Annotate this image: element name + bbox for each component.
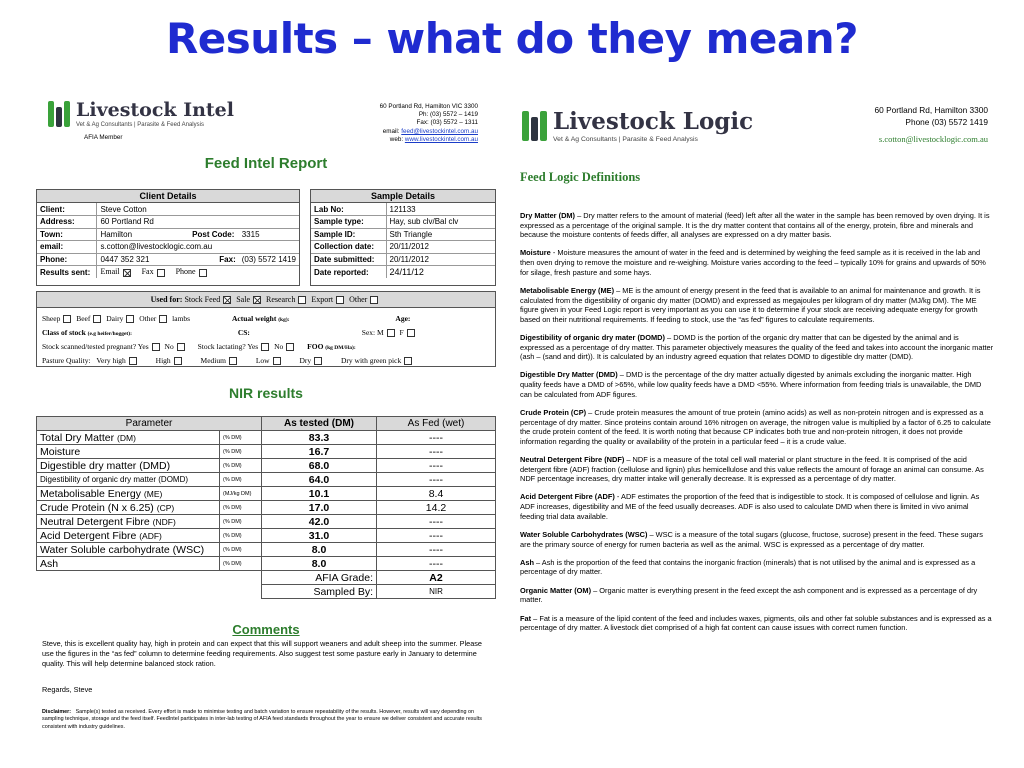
town-label: Town: (37, 228, 97, 241)
as-tested-value: 68.0 (262, 459, 377, 473)
as-tested-value: 64.0 (262, 473, 377, 487)
definition-text: WSC is a measure of the total sugars (glucose, fructose, sucrose) present in the feed. These sugars are the primary source of energy for rumen bacteria as well as the animal. WSC is expressed as a percentage of dry matter. (520, 529, 983, 549)
parameter-name: Neutral Detergent Fibre (40, 515, 150, 528)
definition-item (520, 211, 994, 240)
as-fed-value: ---- (377, 431, 496, 445)
parameter-abbr: (DM) (117, 432, 136, 443)
sample-type-label: Sample type: (311, 216, 386, 229)
date-submitted-value: 20/11/2012 (386, 253, 495, 266)
very-high-checkbox[interactable] (129, 357, 137, 365)
definition-text: ME is the amount of energy present in the feed that is available to an animal for maintenance and growth. It is calculated from the digestibility of organic dry matter (DOMD) and expressed as megajoules per kilogram of dry matter (MJ/kg DM). The ME figure given in your Feed Logic report is very important as you can use it to determine if your stock are receiving adequate energy for growth based on their nutritional requirements. If feeding to stock, use the “as fed” figures to calculate requirements. (520, 285, 981, 324)
email-label: email: (382, 127, 400, 135)
definition-text: Ash is the proportion of the feed that contains the inorganic fraction (minerals) that is not utilised by the animal and is expressed as a percentage of dry matter. (520, 557, 976, 577)
as-tested-value: 83.3 (262, 431, 377, 445)
definition-separator: – (664, 333, 674, 342)
definition-item (520, 370, 994, 399)
as-fed-value: ---- (377, 459, 496, 473)
table-row (37, 431, 496, 445)
nir-results-title: NIR results (229, 385, 303, 401)
logo-name: Livestock Intel (76, 99, 234, 121)
table-row (311, 228, 495, 241)
sample-type-value: Hay, sub clv/Bal clv (386, 216, 495, 229)
unit: (% DM) (220, 529, 262, 543)
parameter-abbr: (NDF) (152, 516, 176, 527)
table-row (37, 529, 496, 543)
pasture-label: Pasture Quality: (42, 356, 91, 365)
table-row (37, 203, 299, 216)
definition-text: Fat is a measure of the lipid content of the feed and includes waxes, pigments, oils and other fat soluble substances and is expressed as a percentage of dry matter. A livestock diet comprised of a high fat content can cause issues with correct rumen function. (520, 613, 992, 633)
option-sale: Sale (236, 295, 250, 304)
lactating-yes-label: Yes (247, 342, 259, 351)
definition-item (520, 248, 994, 277)
pregnant-yes-checkbox[interactable] (152, 343, 160, 351)
pregnant-no-label: No (164, 342, 174, 351)
low-checkbox[interactable] (273, 357, 281, 365)
sheep-checkbox[interactable] (63, 315, 71, 323)
date-submitted-label: Date submitted: (311, 253, 386, 266)
client-label: Client: (37, 203, 97, 216)
option-other: Other (349, 295, 368, 304)
column-header-parameter: Parameter (37, 417, 262, 431)
as-fed-value: ---- (377, 473, 496, 487)
definition-separator: – (531, 613, 540, 623)
definition-term: Digestible Dry Matter (DMD) (520, 370, 618, 380)
foo-unit: (kg DM/Ha): (325, 345, 356, 351)
phone-label: Phone: (37, 253, 97, 266)
definitions-title: Feed Logic Definitions (520, 170, 641, 184)
unit: (% DM) (220, 515, 262, 529)
definition-term: Moisture (520, 248, 551, 258)
definition-text: DOMD is the portion of the organic dry matter that can be digested by the animal and is expressed as a percentage of dry matter. This parameter objectively measures the quality of the feed and takes into account the inorganic matter (ash – (sand and dirt)). It is calculated by an industry agreed equation that relates DOMD to digestible dry matter (DMD). (520, 333, 994, 362)
email-link[interactable]: feed@livestockintel.com.au (401, 127, 478, 135)
sample-id-value: Sth Triangle (386, 228, 495, 241)
export-checkbox[interactable] (336, 296, 344, 304)
parameter-name: Water Soluble carbohydrate (WSC) (40, 543, 205, 556)
class-label: Class of stock (42, 328, 86, 337)
definition-term: Ash (520, 557, 534, 567)
definition-item (520, 455, 994, 484)
used-for-box (36, 291, 496, 367)
definition-item (520, 492, 994, 521)
comments-section (42, 639, 492, 695)
definition-item (520, 558, 994, 577)
as-tested-value: 31.0 (262, 529, 377, 543)
definition-term: Dry Matter (DM) (520, 211, 576, 220)
phone-checkbox[interactable] (199, 269, 207, 277)
table-row (37, 241, 299, 254)
web-link[interactable]: www.livestockintel.com.au (404, 135, 478, 143)
as-tested-value: 16.7 (262, 445, 377, 459)
fax-checkbox[interactable] (157, 269, 165, 277)
as-fed-value: ---- (377, 445, 496, 459)
used-for-header (37, 292, 495, 308)
slide-title: Results – what do they mean? (165, 14, 859, 63)
unit: (MJ/kg DM) (220, 487, 262, 501)
foo-label: FOO (307, 342, 324, 351)
table-row (311, 241, 495, 254)
definition-text: ADF estimates the proportion of the feed that is indigestible to stock. It is composed of cellulose and lignin. As ADF increases, digestibility and ME of the feed usually decreases. ADF is also used to calculate DMD when there is limited in vivo animal feeding trial data available. (520, 492, 980, 521)
fax-option: Fax (141, 267, 154, 277)
high-checkbox[interactable] (174, 357, 182, 365)
definition-term: Crude Protein (CP) (520, 407, 587, 417)
pregnancy-line (42, 342, 356, 351)
date-reported-label: Date reported: (311, 266, 386, 279)
client-value: Steve Cotton (97, 203, 299, 216)
collection-date-value: 20/11/2012 (386, 241, 495, 254)
client-details-header: Client Details (37, 190, 299, 203)
parameter-name: Digestibility of organic dry matter (DOMD) (40, 475, 189, 484)
table-row (37, 216, 299, 229)
beef-label: Beef (76, 314, 91, 323)
address-label: Address: (37, 216, 97, 229)
definition-term: Water Soluble Carbohydrates (WSC) (520, 529, 648, 539)
collection-date-label: Collection date: (311, 241, 386, 254)
as-fed-value: ---- (377, 529, 496, 543)
sampled-by-row (37, 585, 496, 599)
as-tested-value: 8.0 (262, 543, 377, 557)
definition-separator: - (550, 248, 558, 258)
definition-item (520, 286, 994, 324)
address-line: Phone (03) 5572 1419 (905, 117, 988, 127)
logo-tagline: Vet & Ag Consultants | Parasite & Feed Analysis (553, 136, 698, 143)
report-title: Feed Intel Report (204, 155, 328, 172)
logic-address (800, 104, 988, 145)
table-row (311, 216, 495, 229)
table-header-row (37, 417, 496, 431)
other-stock-label: Other (139, 314, 157, 323)
definition-item (520, 333, 994, 362)
date-reported-value: 24/11/12 (389, 267, 424, 277)
logo-name: Livestock Logic (553, 108, 754, 135)
column-header-as-fed: As Fed (wet) (377, 417, 496, 431)
pasture-line (42, 356, 415, 365)
definition-term: Fat (520, 613, 532, 623)
client-details-box (36, 189, 300, 286)
parameter-name: Acid Detergent Fibre (40, 529, 137, 542)
as-fed-value: ---- (377, 515, 496, 529)
dairy-checkbox[interactable] (126, 315, 134, 323)
web-label: web: (389, 135, 404, 143)
table-row (311, 253, 495, 266)
address-line: 60 Portland Rd, Hamilton VIC 3300 (379, 103, 478, 110)
table-row (37, 253, 299, 266)
sex-m-label: M (377, 328, 384, 337)
other-stock-checkbox[interactable] (159, 315, 167, 323)
lab-no-value: 121133 (386, 203, 495, 216)
address-value: 60 Portland Rd (97, 216, 299, 229)
high-label: High (155, 356, 171, 365)
results-sent-label: Results sent: (37, 266, 97, 279)
definition-term: Digestibility of organic dry mater (DOMD) (520, 333, 665, 342)
table-row (37, 228, 299, 241)
address-line: Fax: (03) 5572 – 1311 (416, 119, 478, 127)
lab-no-label: Lab No: (311, 203, 386, 216)
parameter-name: Metabolisable Energy (40, 487, 141, 500)
lactating-no-label: No (274, 342, 284, 351)
table-row (37, 543, 496, 557)
unit: (% DM) (220, 543, 262, 557)
used-for-label: Used for: (150, 295, 183, 304)
table-row (37, 487, 496, 501)
definition-item (520, 586, 994, 605)
low-label: Low (255, 356, 270, 365)
table-row (311, 203, 495, 216)
pregnant-no-checkbox[interactable] (177, 343, 185, 351)
table-row (37, 445, 496, 459)
pregnant-yes-label: Yes (137, 342, 149, 351)
definition-separator: – (614, 285, 623, 295)
table-row (37, 501, 496, 515)
definition-term: Metabolisable Energy (ME) (520, 285, 615, 295)
lambs-label: lambs (172, 314, 191, 323)
research-checkbox[interactable] (298, 296, 306, 304)
weight-unit: (kg): (278, 317, 290, 323)
definition-item (520, 408, 994, 446)
dry-label: Dry (299, 356, 312, 365)
disclaimer (42, 709, 492, 731)
comments-title: Comments (232, 622, 300, 637)
sex-f-checkbox[interactable] (407, 329, 415, 337)
sampled-by-value: NIR (377, 585, 496, 599)
sale-checkbox[interactable] (253, 296, 261, 304)
parameter-name: Digestible dry matter (DMD) (40, 459, 171, 472)
sample-details-header: Sample Details (311, 190, 495, 203)
sex-label: Sex: (361, 328, 376, 337)
as-fed-value: 8.4 (377, 487, 496, 501)
option-stock-feed: Stock Feed (184, 295, 221, 304)
very-high-label: Very high (96, 356, 126, 365)
stock-feed-checkbox[interactable] (223, 296, 231, 304)
afia-grade-value: A2 (377, 571, 496, 585)
beef-checkbox[interactable] (93, 315, 101, 323)
parameter-abbr: (ADF) (139, 530, 162, 541)
phone-option: Phone (175, 267, 196, 277)
definition-term: Organic Matter (OM) (520, 585, 592, 595)
medium-label: Medium (200, 356, 226, 365)
sex-f-label: F (399, 328, 404, 337)
parameter-name: Total Dry Matter (40, 431, 115, 444)
option-export: Export (311, 295, 334, 304)
definition-separator: – (575, 211, 584, 220)
class-line (42, 328, 418, 337)
table-row (37, 557, 496, 571)
unit: (% DM) (220, 473, 262, 487)
town-value: Hamilton (97, 228, 189, 241)
other-checkbox[interactable] (370, 296, 378, 304)
definition-separator: – (533, 557, 542, 567)
as-tested-value: 8.0 (262, 557, 377, 571)
afia-member: AFIA Member (84, 134, 123, 141)
afia-grade-row (37, 571, 496, 585)
email-value: s.cotton@livestocklogic.com.au (97, 241, 299, 254)
as-fed-value: ---- (377, 557, 496, 571)
unit: (% DM) (220, 459, 262, 473)
definition-term: Acid Detergent Fibre (ADF) (520, 492, 615, 502)
logic-email: s.cotton@livestocklogic.com.au (878, 134, 988, 144)
as-tested-value: 10.1 (262, 487, 377, 501)
stock-type-line (42, 314, 410, 323)
definition-separator: – (591, 585, 600, 595)
cs-label: CS: (237, 328, 250, 337)
dry-green-checkbox[interactable] (404, 357, 412, 365)
definition-text: Moisture measures the amount of water in the feed and is determined by weighing the feed sample as it is received in the lab and then oven drying to remove the moisture and re-weighing. Moisture varies according to the feed – typically 10% for grains and upwards of 50% for silage, fresh pasture and some hays. (520, 248, 986, 277)
definition-term: Neutral Detergent Fibre (NDF) (520, 455, 625, 464)
phone-value: 0447 352 321 (97, 253, 189, 266)
livestock-logic-logo (522, 108, 753, 143)
unit: (% DM) (220, 557, 262, 571)
dairy-label: Dairy (106, 314, 124, 323)
email-checkbox[interactable] (123, 269, 131, 277)
table-row (37, 515, 496, 529)
unit: (% DM) (220, 431, 262, 445)
definition-item (520, 614, 994, 633)
comments-regards: Regards, Steve (42, 685, 93, 694)
parameter-abbr: (CP) (156, 502, 175, 513)
definition-separator: - (614, 492, 622, 502)
table-row (37, 266, 299, 279)
definition-separator: – (586, 407, 595, 417)
definition-separator: – (624, 455, 633, 464)
livestock-intel-logo (48, 99, 234, 128)
as-fed-value: ---- (377, 543, 496, 557)
sex-m-checkbox[interactable] (387, 329, 395, 337)
lactating-label: Stock lactating? (197, 342, 246, 351)
age-label: Age: (395, 314, 411, 323)
email-option: Email (100, 267, 120, 277)
definition-text: DMD is the percentage of the dry matter actually digested by animals excluding the inorganic matter. High quality feeds have a DMD of >65%, while low quality feeds have a DMD <55%. Where information from feeding trials is unavailable, the DMD can be calculated from ADF figures. (520, 370, 982, 399)
as-tested-value: 42.0 (262, 515, 377, 529)
definition-text: Organic matter is everything present in the feed except the ash component and is expressed as a percentage of dry matter. (520, 585, 978, 605)
table-row (37, 473, 496, 487)
as-tested-value: 17.0 (262, 501, 377, 515)
sample-id-label: Sample ID: (311, 228, 386, 241)
fax-label: Fax: (189, 253, 239, 266)
lactating-yes-checkbox[interactable] (261, 343, 269, 351)
email-label: email: (37, 241, 97, 254)
logo-mark-icon (48, 101, 70, 127)
dry-green-label: Dry with green pick (341, 356, 402, 365)
afia-grade-label: AFIA Grade: (262, 571, 377, 585)
lactating-no-checkbox[interactable] (286, 343, 294, 351)
comments-text: Steve, this is excellent quality hay, high in protein and can expect that this will support weaners and adult sheep into the summer. Please use the figures in the “as fed” column to determine feeding requirements. Also suggest test some pasture early in January to determine quality. This will help determine balanced stock ration. (42, 639, 482, 668)
parameter-name: Moisture (40, 445, 81, 458)
table-row (311, 266, 495, 279)
disclaimer-label: Disclaimer: (42, 709, 72, 715)
unit: (% DM) (220, 445, 262, 459)
class-example: (e.g heifer/hogget): (87, 331, 132, 337)
definition-text: NDF is a measure of the total cell wall material or plant structure in the feed. It is comprised of the acid detergent fibre (ADF) fraction (cellulose and lignin) plus hemicellulose and this value reflects the amount of forage an animal can consume. As NDF percentage increases, dry matter intake will generally decrease. It is expressed as a percentage of dry matter. (520, 455, 984, 484)
definition-text: Crude protein measures the amount of true protein (amino acids) as well as non-protein nitrogen and is expressed as a percentage of dry matter. Since proteins contain around 16% nitrogen on average, the nitrogen value is multiplied by a factor of 6.25 to calculate the crude protein content of the feed. It is worth noting that because CP indicates both true and non-protein nitrogen, it does not provide information regarding the quality or availability of the protein in a particular feed – it is a crude value. (520, 407, 991, 446)
sheep-label: Sheep (42, 314, 61, 323)
postcode-label: Post Code: (189, 228, 239, 241)
weight-label: Actual weight (231, 314, 277, 323)
option-research: Research (266, 295, 296, 304)
address-line: Ph: (03) 5572 – 1419 (418, 111, 478, 119)
definition-item (520, 530, 994, 549)
report-address (335, 103, 478, 144)
sampled-by-label: Sampled By: (262, 585, 377, 599)
disclaimer-text: Sample(s) tested as received. Every effort is made to minimise testing and batch variation to ensure repeatability of the results. However, results will vary depending on sampling technique, storage and the feed itself. FeedIntel participates in inter-lab testing of AFIA feed standards throughout the year to ensure we deliver consistent and accurate results consistent with industry guidelines. (42, 709, 482, 730)
unit: (% DM) (220, 501, 262, 515)
address-line: 60 Portland Rd, Hamilton 3300 (874, 105, 988, 115)
definitions-list (520, 211, 994, 641)
sample-details-box (310, 189, 496, 286)
postcode-value: 3315 (239, 228, 299, 241)
nir-results-table (36, 416, 496, 599)
definition-separator: – (647, 529, 656, 539)
logo-tagline: Vet & Ag Consultants | Parasite & Feed Analysis (76, 122, 204, 128)
logo-mark-icon (522, 111, 547, 141)
fax-value: (03) 5572 1419 (239, 253, 299, 266)
pregnant-label: Stock scanned/tested pregnant? (42, 342, 137, 351)
as-fed-value: 14.2 (377, 501, 496, 515)
parameter-name: Crude Protein (N x 6.25) (40, 501, 154, 514)
parameter-abbr: (ME) (143, 488, 163, 499)
medium-checkbox[interactable] (229, 357, 237, 365)
parameter-name: Ash (40, 557, 59, 570)
table-row (37, 459, 496, 473)
definition-text: Dry matter refers to the amount of material (feed) left after all the water in the sample has been removed by oven drying. It is expressed as a percentage of the original sample. It is the dry matter content that contains all of the energy, protein, fibre and minerals and because the moisture contents of feeds differ, all analyses are expressed on a dry matter basis. (520, 211, 990, 240)
dry-checkbox[interactable] (314, 357, 322, 365)
column-header-as-tested: As tested (DM) (262, 417, 377, 431)
definition-separator: – (617, 370, 626, 380)
